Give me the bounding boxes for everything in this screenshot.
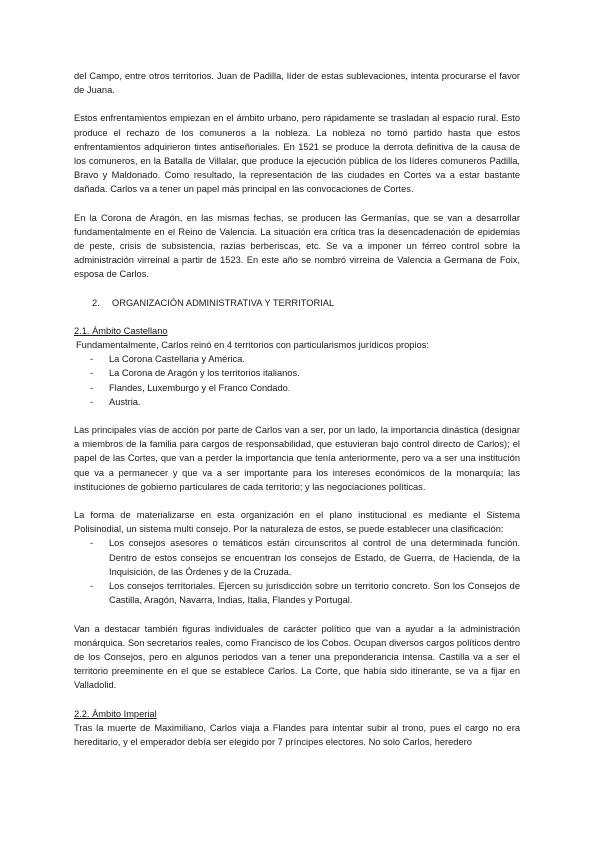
subsection-title: 2.2. Ámbito Imperial [74, 708, 157, 719]
list-item: - La Corona Castellana y América. [74, 352, 520, 366]
subsection-title: 2.1. Ámbito Castellano [74, 325, 168, 336]
list-item: - Los consejos territoriales. Ejercen su jurisdicción sobre un territorio concreto. Son los Consejos de Castilla, Aragón, Navarra, Indias, Italia, Flandes y Portugal. [74, 579, 520, 607]
list-item: - La Corona de Aragón y los territorios italianos. [74, 366, 520, 380]
paragraph: En la Corona de Aragón, en las mismas fechas, se producen las Germanías, que se van a desarrollar fundamentalmente en el Reino de Valencia. La situación era crítica tras la desencadenación de epidemias de peste, crisis de subsistencia, razias berberiscas, etc. Se va a imponer un férreo control sobre la administración virreinal a partir de 1523. En este año se nombró virreina de Valencia a Germana de Foix, esposa de Carlos. [74, 212, 520, 280]
council-list [74, 536, 520, 607]
paragraph: del Campo, entre otros territorios. Juan de Padilla, líder de estas sublevaciones, intenta procurarse el favor de Juana. [74, 71, 520, 96]
list-item: - Austria. [74, 395, 520, 409]
paragraph: La forma de materializarse en esta organización en el plano institucional es mediante el Sistema Polisinodial, un sistema multi consejo. Por la naturaleza de estos, se puede establecer una clasificación: [74, 510, 520, 535]
paragraph: Tras la muerte de Maximiliano, Carlos viaja a Flandes para intentar subir al trono, pues el cargo no era hereditario, y el emperador debía ser elegido por 7 príncipes electores. No solo Carlos, heredero [74, 722, 520, 747]
paragraph: Las principales vías de acción por parte de Carlos van a ser, por un lado, la importancia dinástica (designar a miembros de la familia para cargos de responsabilidad, que estuvieran bajo control directo de Carlos); el papel de las Cortes, que van a perder la importancia que tenía anteriormente, pero va a ser una institución que va a permanecer y que va a ser importante para los intereses económicos de la monarquía; las instituciones de gobierno particulares de cada territorio; y las negociaciones políticas. [74, 425, 520, 492]
territory-list [74, 352, 520, 409]
section-heading [74, 296, 520, 310]
list-item: - Flandes, Luxemburgo y el Franco Condado. [74, 381, 520, 395]
paragraph: Estos enfrentamientos empiezan en el ámbito urbano, pero rápidamente se trasladan al espacio rural. Esto produce el rechazo de los comuneros a la nobleza. La nobleza no tomó partido hasta que estos enfrentamientos adquirieron tintes antiseñoriales. En 1521 se produce la derrota definitiva de la causa de los comuneros, en la Batalla de Villalar, que produce la ejecución pública de los líderes comuneros Padilla, Bravo y Maldonado. Como resultado, la representación de las ciudades en Cortes va a estar bastante dañada. Carlos va a tener un papel más principal en las convocaciones de Cortes. [74, 113, 520, 195]
section-title: ORGANIZACIÓN ADMINISTRATIVA Y TERRITORIAL [112, 297, 335, 308]
paragraph: Van a destacar también figuras individuales de carácter político que van a ayudar a la administración monárquica. Son secretarios reales, como Francisco de los Cobos. Ocupan diversos cargos políticos dentro de los Consejos, pero en algunos periodos van a tener una preponderancia intensa. Castilla va a ser el territorio preeminente en el que se establece Carlos. La Corte, que había sido itinerante, se va a fijar en Valladolid. [74, 623, 520, 691]
paragraph: Fundamentalmente, Carlos reinó en 4 territorios con particularismos jurídicos propios: [76, 340, 429, 351]
list-item: - Los consejos asesores o temáticos están circunscritos al control de una determinada función. Dentro de estos consejos se encuentran los consejos de Estado, de Guerra, de Hacienda, de la Inquisición, de las Órdenes y de la Cruzada. [74, 536, 520, 579]
section-number: 2. [92, 297, 100, 308]
